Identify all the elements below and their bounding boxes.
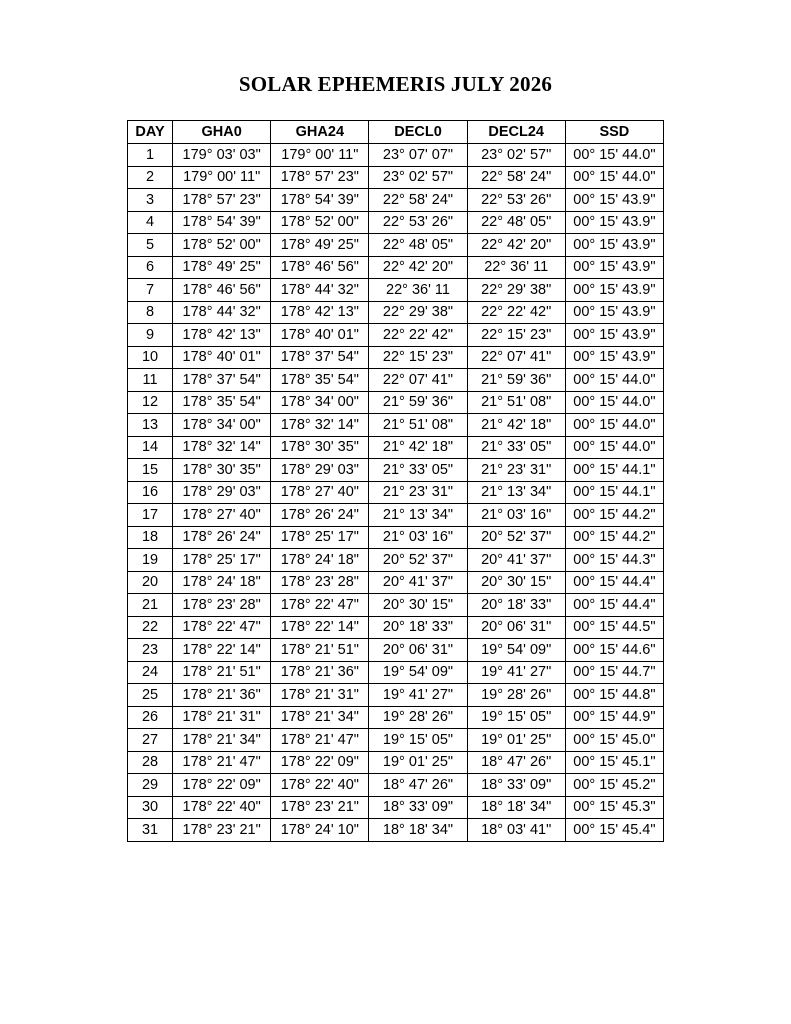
cell-ssd: 00° 15' 44.2" [565, 504, 663, 527]
table-row [128, 279, 664, 302]
table-row [128, 436, 664, 459]
cell-gha0: 178° 21' 34" [173, 729, 271, 752]
cell-ssd: 00° 15' 45.1" [565, 751, 663, 774]
cell-ssd: 00° 15' 43.9" [565, 346, 663, 369]
table-row [128, 481, 664, 504]
cell-gha24: 178° 57' 23" [271, 166, 369, 189]
cell-gha0: 178° 57' 23" [173, 189, 271, 212]
cell-day: 22 [128, 616, 173, 639]
cell-gha24: 178° 46' 56" [271, 256, 369, 279]
table-row [128, 301, 664, 324]
cell-gha0: 178° 21' 51" [173, 661, 271, 684]
cell-decl0: 19° 28' 26" [369, 706, 467, 729]
cell-day: 20 [128, 571, 173, 594]
cell-decl0: 21° 51' 08" [369, 414, 467, 437]
cell-decl0: 22° 58' 24" [369, 189, 467, 212]
cell-day: 23 [128, 639, 173, 662]
cell-decl24: 22° 42' 20" [467, 234, 565, 257]
cell-gha0: 178° 46' 56" [173, 279, 271, 302]
cell-day: 3 [128, 189, 173, 212]
cell-gha24: 178° 49' 25" [271, 234, 369, 257]
cell-gha24: 178° 52' 00" [271, 211, 369, 234]
cell-ssd: 00° 15' 43.9" [565, 324, 663, 347]
cell-decl0: 21° 33' 05" [369, 459, 467, 482]
cell-gha24: 179° 00' 11" [271, 144, 369, 167]
cell-decl24: 21° 23' 31" [467, 459, 565, 482]
cell-decl24: 22° 58' 24" [467, 166, 565, 189]
cell-day: 15 [128, 459, 173, 482]
cell-decl24: 23° 02' 57" [467, 144, 565, 167]
column-header-decl24: DECL24 [467, 121, 565, 144]
cell-gha24: 178° 22' 09" [271, 751, 369, 774]
cell-ssd: 00° 15' 44.1" [565, 481, 663, 504]
cell-decl24: 18° 18' 34" [467, 796, 565, 819]
cell-ssd: 00° 15' 44.4" [565, 594, 663, 617]
cell-day: 7 [128, 279, 173, 302]
cell-day: 24 [128, 661, 173, 684]
header-row [128, 121, 664, 144]
table-row [128, 774, 664, 797]
cell-ssd: 00° 15' 43.9" [565, 301, 663, 324]
table-row [128, 594, 664, 617]
table-row [128, 324, 664, 347]
cell-ssd: 00° 15' 44.2" [565, 526, 663, 549]
cell-day: 5 [128, 234, 173, 257]
cell-ssd: 00° 15' 44.9" [565, 706, 663, 729]
table-row [128, 346, 664, 369]
table-row [128, 414, 664, 437]
cell-gha24: 178° 21' 47" [271, 729, 369, 752]
cell-decl0: 19° 01' 25" [369, 751, 467, 774]
table-row [128, 706, 664, 729]
table-row [128, 369, 664, 392]
cell-gha0: 178° 23' 28" [173, 594, 271, 617]
cell-gha24: 178° 40' 01" [271, 324, 369, 347]
cell-day: 14 [128, 436, 173, 459]
cell-gha24: 178° 24' 10" [271, 819, 369, 842]
cell-gha0: 178° 29' 03" [173, 481, 271, 504]
cell-gha0: 178° 30' 35" [173, 459, 271, 482]
cell-ssd: 00° 15' 45.3" [565, 796, 663, 819]
cell-decl0: 19° 54' 09" [369, 661, 467, 684]
cell-decl0: 20° 52' 37" [369, 549, 467, 572]
cell-ssd: 00° 15' 44.8" [565, 684, 663, 707]
cell-gha0: 178° 44' 32" [173, 301, 271, 324]
cell-gha0: 178° 37' 54" [173, 369, 271, 392]
cell-ssd: 00° 15' 44.0" [565, 144, 663, 167]
cell-decl24: 18° 47' 26" [467, 751, 565, 774]
cell-decl0: 23° 07' 07" [369, 144, 467, 167]
cell-decl24: 18° 03' 41" [467, 819, 565, 842]
cell-day: 29 [128, 774, 173, 797]
cell-ssd: 00° 15' 45.0" [565, 729, 663, 752]
cell-gha0: 178° 21' 36" [173, 684, 271, 707]
cell-ssd: 00° 15' 44.6" [565, 639, 663, 662]
cell-gha0: 178° 25' 17" [173, 549, 271, 572]
cell-decl0: 21° 03' 16" [369, 526, 467, 549]
cell-day: 28 [128, 751, 173, 774]
table-row [128, 459, 664, 482]
cell-decl24: 19° 01' 25" [467, 729, 565, 752]
cell-decl0: 21° 42' 18" [369, 436, 467, 459]
cell-decl24: 20° 06' 31" [467, 616, 565, 639]
cell-gha24: 178° 22' 14" [271, 616, 369, 639]
table-row [128, 549, 664, 572]
cell-ssd: 00° 15' 44.0" [565, 436, 663, 459]
cell-decl24: 22° 15' 23" [467, 324, 565, 347]
table-header [128, 121, 664, 144]
cell-gha24: 178° 30' 35" [271, 436, 369, 459]
cell-gha24: 178° 24' 18" [271, 549, 369, 572]
cell-ssd: 00° 15' 44.1" [565, 459, 663, 482]
cell-decl24: 22° 36' 11 [467, 256, 565, 279]
cell-ssd: 00° 15' 44.5" [565, 616, 663, 639]
table-row [128, 819, 664, 842]
table-row [128, 661, 664, 684]
cell-decl0: 22° 29' 38" [369, 301, 467, 324]
cell-decl24: 19° 15' 05" [467, 706, 565, 729]
cell-day: 12 [128, 391, 173, 414]
cell-gha0: 178° 34' 00" [173, 414, 271, 437]
cell-ssd: 00° 15' 43.9" [565, 211, 663, 234]
cell-gha24: 178° 23' 21" [271, 796, 369, 819]
cell-gha24: 178° 44' 32" [271, 279, 369, 302]
cell-decl0: 18° 18' 34" [369, 819, 467, 842]
cell-decl0: 18° 33' 09" [369, 796, 467, 819]
cell-gha0: 178° 23' 21" [173, 819, 271, 842]
cell-ssd: 00° 15' 44.0" [565, 166, 663, 189]
cell-day: 2 [128, 166, 173, 189]
cell-day: 11 [128, 369, 173, 392]
cell-ssd: 00° 15' 43.9" [565, 256, 663, 279]
cell-day: 10 [128, 346, 173, 369]
table-row [128, 729, 664, 752]
table-row [128, 571, 664, 594]
column-header-day: DAY [128, 121, 173, 144]
cell-decl24: 19° 54' 09" [467, 639, 565, 662]
cell-gha24: 178° 42' 13" [271, 301, 369, 324]
cell-decl0: 22° 36' 11 [369, 279, 467, 302]
cell-decl24: 22° 07' 41" [467, 346, 565, 369]
cell-day: 4 [128, 211, 173, 234]
cell-decl24: 20° 52' 37" [467, 526, 565, 549]
cell-day: 26 [128, 706, 173, 729]
cell-decl0: 22° 42' 20" [369, 256, 467, 279]
table-row [128, 256, 664, 279]
cell-gha24: 178° 21' 36" [271, 661, 369, 684]
cell-decl0: 22° 07' 41" [369, 369, 467, 392]
cell-day: 19 [128, 549, 173, 572]
cell-day: 1 [128, 144, 173, 167]
cell-gha24: 178° 37' 54" [271, 346, 369, 369]
cell-gha0: 178° 49' 25" [173, 256, 271, 279]
cell-ssd: 00° 15' 43.9" [565, 279, 663, 302]
column-header-gha24: GHA24 [271, 121, 369, 144]
cell-decl0: 21° 59' 36" [369, 391, 467, 414]
table-row [128, 144, 664, 167]
cell-gha0: 178° 22' 09" [173, 774, 271, 797]
cell-gha0: 178° 21' 31" [173, 706, 271, 729]
cell-day: 16 [128, 481, 173, 504]
cell-day: 6 [128, 256, 173, 279]
cell-day: 21 [128, 594, 173, 617]
cell-decl24: 21° 13' 34" [467, 481, 565, 504]
cell-day: 27 [128, 729, 173, 752]
table-row [128, 751, 664, 774]
column-header-gha0: GHA0 [173, 121, 271, 144]
cell-ssd: 00° 15' 44.7" [565, 661, 663, 684]
cell-gha24: 178° 54' 39" [271, 189, 369, 212]
cell-ssd: 00° 15' 44.0" [565, 414, 663, 437]
cell-gha0: 178° 22' 14" [173, 639, 271, 662]
cell-decl0: 23° 02' 57" [369, 166, 467, 189]
table-row [128, 211, 664, 234]
cell-decl24: 18° 33' 09" [467, 774, 565, 797]
cell-decl24: 21° 03' 16" [467, 504, 565, 527]
cell-ssd: 00° 15' 44.0" [565, 369, 663, 392]
cell-gha24: 178° 21' 31" [271, 684, 369, 707]
cell-decl24: 21° 59' 36" [467, 369, 565, 392]
cell-gha0: 178° 52' 00" [173, 234, 271, 257]
cell-gha0: 178° 24' 18" [173, 571, 271, 594]
cell-gha24: 178° 21' 34" [271, 706, 369, 729]
cell-decl0: 22° 48' 05" [369, 234, 467, 257]
cell-decl0: 22° 53' 26" [369, 211, 467, 234]
cell-decl0: 18° 47' 26" [369, 774, 467, 797]
table-row [128, 234, 664, 257]
table-body [128, 144, 664, 842]
cell-decl24: 20° 18' 33" [467, 594, 565, 617]
cell-decl24: 21° 33' 05" [467, 436, 565, 459]
table-row [128, 639, 664, 662]
column-header-ssd: SSD [565, 121, 663, 144]
cell-gha24: 178° 32' 14" [271, 414, 369, 437]
cell-day: 31 [128, 819, 173, 842]
cell-decl0: 20° 41' 37" [369, 571, 467, 594]
cell-gha0: 178° 54' 39" [173, 211, 271, 234]
table-row [128, 189, 664, 212]
cell-decl24: 21° 42' 18" [467, 414, 565, 437]
table-row [128, 684, 664, 707]
cell-gha24: 178° 26' 24" [271, 504, 369, 527]
cell-gha24: 178° 29' 03" [271, 459, 369, 482]
table-row [128, 526, 664, 549]
cell-decl0: 22° 15' 23" [369, 346, 467, 369]
cell-decl0: 20° 30' 15" [369, 594, 467, 617]
cell-decl24: 19° 28' 26" [467, 684, 565, 707]
cell-ssd: 00° 15' 44.3" [565, 549, 663, 572]
cell-day: 8 [128, 301, 173, 324]
cell-ssd: 00° 15' 44.4" [565, 571, 663, 594]
cell-decl24: 21° 51' 08" [467, 391, 565, 414]
cell-day: 25 [128, 684, 173, 707]
table-row [128, 616, 664, 639]
cell-gha0: 178° 42' 13" [173, 324, 271, 347]
cell-decl24: 22° 29' 38" [467, 279, 565, 302]
table-row [128, 391, 664, 414]
cell-gha0: 179° 00' 11" [173, 166, 271, 189]
cell-ssd: 00° 15' 43.9" [565, 234, 663, 257]
table-row [128, 166, 664, 189]
cell-ssd: 00° 15' 44.0" [565, 391, 663, 414]
cell-gha0: 178° 40' 01" [173, 346, 271, 369]
cell-decl0: 20° 18' 33" [369, 616, 467, 639]
cell-gha24: 178° 25' 17" [271, 526, 369, 549]
cell-decl0: 21° 13' 34" [369, 504, 467, 527]
cell-decl0: 22° 22' 42" [369, 324, 467, 347]
cell-gha0: 178° 27' 40" [173, 504, 271, 527]
cell-gha0: 178° 22' 40" [173, 796, 271, 819]
cell-decl24: 20° 41' 37" [467, 549, 565, 572]
cell-gha24: 178° 34' 00" [271, 391, 369, 414]
cell-day: 9 [128, 324, 173, 347]
cell-decl24: 22° 53' 26" [467, 189, 565, 212]
cell-gha24: 178° 22' 47" [271, 594, 369, 617]
ephemeris-table [127, 120, 664, 842]
cell-decl0: 21° 23' 31" [369, 481, 467, 504]
cell-gha0: 178° 32' 14" [173, 436, 271, 459]
cell-gha24: 178° 23' 28" [271, 571, 369, 594]
cell-gha0: 179° 03' 03" [173, 144, 271, 167]
table-row [128, 504, 664, 527]
cell-day: 17 [128, 504, 173, 527]
cell-day: 13 [128, 414, 173, 437]
cell-decl24: 22° 22' 42" [467, 301, 565, 324]
cell-decl24: 20° 30' 15" [467, 571, 565, 594]
cell-gha24: 178° 27' 40" [271, 481, 369, 504]
cell-gha0: 178° 26' 24" [173, 526, 271, 549]
cell-decl24: 19° 41' 27" [467, 661, 565, 684]
cell-decl0: 19° 15' 05" [369, 729, 467, 752]
column-header-decl0: DECL0 [369, 121, 467, 144]
cell-gha24: 178° 21' 51" [271, 639, 369, 662]
page-title: SOLAR EPHEMERIS JULY 2026 [238, 72, 553, 96]
cell-gha24: 178° 35' 54" [271, 369, 369, 392]
cell-decl24: 22° 48' 05" [467, 211, 565, 234]
cell-day: 30 [128, 796, 173, 819]
table-row [128, 796, 664, 819]
cell-gha0: 178° 21' 47" [173, 751, 271, 774]
cell-ssd: 00° 15' 45.2" [565, 774, 663, 797]
cell-gha0: 178° 35' 54" [173, 391, 271, 414]
cell-ssd: 00° 15' 43.9" [565, 189, 663, 212]
cell-gha24: 178° 22' 40" [271, 774, 369, 797]
cell-ssd: 00° 15' 45.4" [565, 819, 663, 842]
cell-decl0: 19° 41' 27" [369, 684, 467, 707]
cell-decl0: 20° 06' 31" [369, 639, 467, 662]
cell-day: 18 [128, 526, 173, 549]
cell-gha0: 178° 22' 47" [173, 616, 271, 639]
